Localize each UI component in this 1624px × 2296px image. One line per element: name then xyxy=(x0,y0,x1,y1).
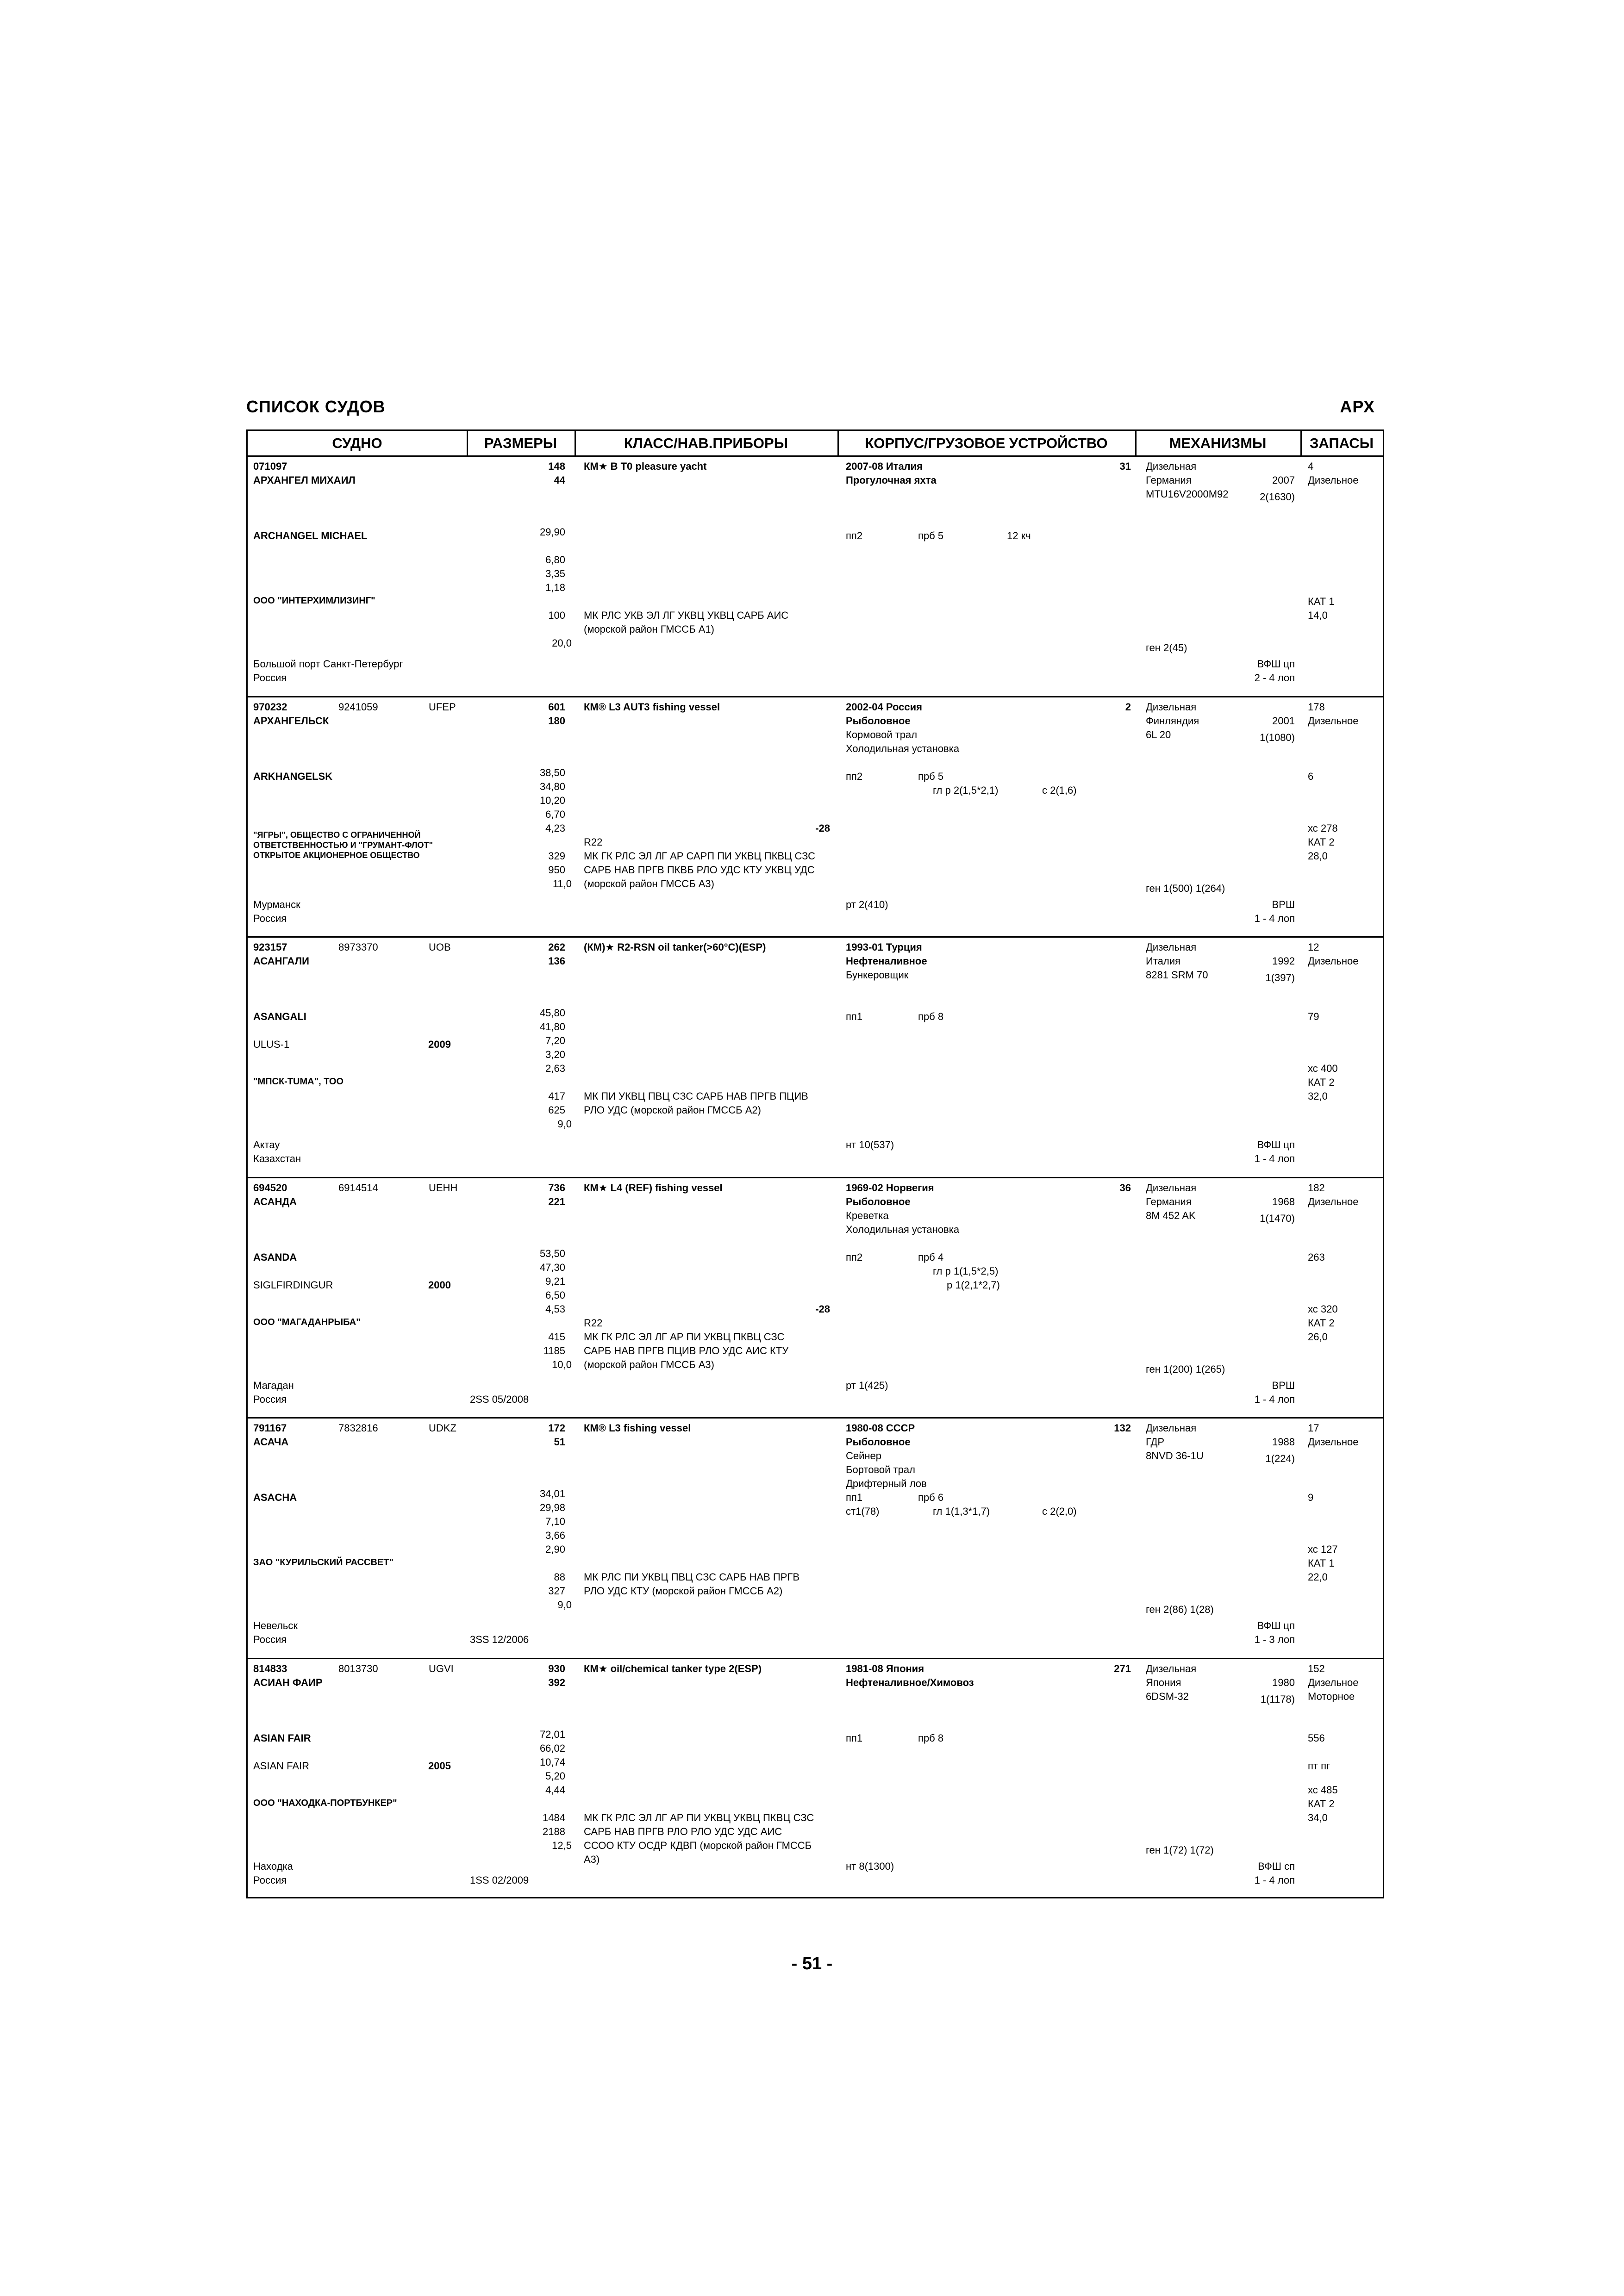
net-tonnage: 180 xyxy=(548,715,565,727)
fuel-type: Дизельное xyxy=(1308,955,1359,967)
deadweight-value: 329 xyxy=(548,850,565,862)
page-number: - 51 - xyxy=(791,1954,833,1973)
fuel-type: Дизельное xyxy=(1308,1436,1359,1448)
hull-count: 31 xyxy=(1119,460,1131,472)
column-header-class: КЛАСС/НАВ.ПРИБОРЫ xyxy=(575,431,837,457)
owner-name: ОТВЕТСТВЕННОСТЬЮ И "ГРУМАНТ-ФЛОТ" xyxy=(253,840,433,850)
net-tonnage: 44 xyxy=(554,474,565,486)
hull-count: 36 xyxy=(1119,1182,1131,1194)
stores-tanks: пт пг xyxy=(1308,1760,1330,1772)
dimension-value: 45,80 xyxy=(539,1007,565,1019)
engine-year: 2007 xyxy=(1272,474,1295,486)
call-sign: UDKZ xyxy=(429,1422,456,1434)
generators: ген 1(500) 1(264) xyxy=(1146,882,1225,894)
deadweight-value: 327 xyxy=(548,1585,565,1597)
dimension-value: 38,50 xyxy=(539,766,565,778)
port-of-registry: Невельск xyxy=(253,1620,298,1631)
build-year-country: 1981-08 Япония xyxy=(846,1662,924,1674)
engine-model: 6DSM-32 xyxy=(1146,1690,1189,1702)
port-of-registry: Магадан xyxy=(253,1379,294,1391)
dimension-value: 9,21 xyxy=(545,1275,565,1287)
stores-value: 556 xyxy=(1308,1732,1325,1744)
bulkheads: прб 5 xyxy=(918,530,944,541)
fuel-capacity: 152 xyxy=(1308,1662,1325,1674)
vessel-type: Прогулочная яхта xyxy=(846,474,937,486)
vessel-name-ru: АСАНГАЛИ xyxy=(253,955,309,967)
fuel-type: Дизельное xyxy=(1308,1195,1359,1207)
cargo-gear: нт 8(1300) xyxy=(846,1860,894,1872)
stores-value: 9 xyxy=(1308,1492,1314,1503)
build-year-country: 2007-08 Италия xyxy=(846,460,923,472)
propeller-blades: 1 - 4 лоп xyxy=(1254,1874,1295,1886)
hull-count: 271 xyxy=(1114,1662,1131,1674)
flag-country: Россия xyxy=(253,912,287,924)
deadweight-value: 88 xyxy=(554,1571,565,1583)
propeller-blades: 1 - 4 лоп xyxy=(1254,1153,1295,1164)
hatch-info: гл р 1(1,5*2,5) xyxy=(933,1265,999,1277)
class-notation: КМ★ oil/chemical tanker type 2(ESP) xyxy=(584,1662,762,1674)
gross-tonnage: 148 xyxy=(548,460,565,472)
generators: ген 1(72) 1(72) xyxy=(1146,1844,1214,1856)
propeller-blades: 2 - 4 лоп xyxy=(1254,672,1295,684)
engine-model: 6L 20 xyxy=(1146,728,1171,740)
generators: ген 2(86) 1(28) xyxy=(1146,1604,1214,1615)
nav-equipment: (морской район ГМССБ А3) xyxy=(584,1358,714,1370)
fuel-capacity: 182 xyxy=(1308,1182,1325,1194)
cargo-capacity: хс 127 xyxy=(1308,1543,1338,1555)
engine-power: 1(1178) xyxy=(1260,1693,1295,1705)
imo-number: 8973370 xyxy=(338,941,378,953)
category: КАТ 2 xyxy=(1308,1317,1335,1329)
vessel-type: Рыболовное xyxy=(846,715,911,727)
owner-name: ОТКРЫТОЕ АКЦИОНЕРНОЕ ОБЩЕСТВО xyxy=(253,850,420,860)
vessel-name-en: ASANDA xyxy=(253,1251,297,1263)
nav-equipment: САРБ НАВ ПРГВ РЛО РЛО УДС УДС АИС xyxy=(584,1825,782,1837)
vessel-subtype: Кормовой трал xyxy=(846,728,918,740)
imo-number: 7832816 xyxy=(338,1422,378,1434)
hatch-info: ст1(78) xyxy=(846,1506,880,1517)
bulkheads: прб 8 xyxy=(918,1011,944,1022)
propeller-type: ВФШ цп xyxy=(1257,1620,1295,1631)
net-tonnage: 136 xyxy=(548,955,565,967)
owner-name: ООО "МАГАДАНРЫБА" xyxy=(253,1317,361,1327)
temperature: -28 xyxy=(815,1303,830,1315)
ship-record xyxy=(248,1659,1383,1900)
cargo-capacity: хс 485 xyxy=(1308,1784,1338,1796)
vessel-subtype: Креветка xyxy=(846,1209,889,1221)
column-header-hull: КОРПУС/ГРУЗОВОЕ УСТРОЙСТВО xyxy=(837,431,1135,457)
ship-register-table xyxy=(246,429,1384,1898)
category-value: 34,0 xyxy=(1308,1811,1328,1823)
registry-number: 791167 xyxy=(253,1422,287,1434)
call-sign: UEHH xyxy=(429,1182,458,1194)
cargo-gear: рт 2(410) xyxy=(846,898,888,910)
dimension-value: 53,50 xyxy=(539,1247,565,1259)
deadweight-value: 20,0 xyxy=(552,637,572,649)
dimension-value: 7,10 xyxy=(545,1516,565,1527)
flag-country: Россия xyxy=(253,1393,287,1405)
deck-count: пп1 xyxy=(846,1011,863,1022)
deadweight-value: 2188 xyxy=(543,1825,565,1837)
stores-value: 263 xyxy=(1308,1251,1325,1263)
dimension-value: 2,63 xyxy=(545,1063,565,1074)
vessel-subtype: Холодильная установка xyxy=(846,1223,960,1235)
vessel-subtype: Холодильная установка xyxy=(846,742,960,754)
previous-name-year: 2005 xyxy=(428,1760,451,1772)
engine-power: 2(1630) xyxy=(1260,491,1295,503)
port-of-registry: Мурманск xyxy=(253,898,300,910)
ice-class: R22 xyxy=(584,1317,603,1329)
nav-equipment: САРБ НАВ ПРГВ ПЦИВ РЛО УДС АИС КТУ xyxy=(584,1344,789,1356)
registry-number: 970232 xyxy=(253,701,287,713)
dimension-value: 47,30 xyxy=(539,1261,565,1273)
propeller-blades: 1 - 4 лоп xyxy=(1254,912,1295,924)
survey-status: 3SS 12/2006 xyxy=(470,1634,529,1645)
dimension-value: 10,74 xyxy=(539,1756,565,1768)
nav-equipment: РЛО УДС (морской район ГМССБ А2) xyxy=(584,1104,761,1116)
dimension-value: 1,18 xyxy=(545,582,565,593)
nav-equipment: А3) xyxy=(584,1853,600,1865)
dimension-value: 3,35 xyxy=(545,568,565,579)
vessel-name-ru: АРХАНГЕЛЬСК xyxy=(253,715,329,727)
engine-model: 8M 452 AK xyxy=(1146,1209,1196,1221)
bulkheads: прб 6 xyxy=(918,1492,944,1503)
build-year-country: 1969-02 Норвегия xyxy=(846,1182,934,1194)
deck-count: пп1 xyxy=(846,1732,863,1744)
vessel-subtype: Сейнер xyxy=(846,1450,882,1462)
imo-number: 9241059 xyxy=(338,701,378,713)
nav-equipment: МК ГК РЛС ЭЛ ЛГ АР ПИ УКВЦ ПКВЦ СЗС xyxy=(584,1331,785,1343)
engine-model: MTU16V2000M92 xyxy=(1146,488,1229,500)
deck-count: пп1 xyxy=(846,1492,863,1503)
deck-count: пп2 xyxy=(846,530,863,541)
bulkheads: прб 8 xyxy=(918,1732,944,1744)
vessel-subtype: Дрифтерный лов xyxy=(846,1478,927,1489)
cargo-capacity: хс 278 xyxy=(1308,822,1338,834)
build-year-country: 2002-04 Россия xyxy=(846,701,922,713)
propeller-blades: 1 - 4 лоп xyxy=(1254,1393,1295,1405)
nav-equipment: МК ГК РЛС ЭЛ ЛГ АР САРП ПИ УКВЦ ПКВЦ СЗС xyxy=(584,850,816,862)
nav-equipment: ССОО КТУ ОСДР КДВП (морской район ГМССБ xyxy=(584,1839,812,1851)
vessel-name-en: ARCHANGEL MICHAEL xyxy=(253,530,368,541)
propeller-type: ВРШ xyxy=(1272,1379,1295,1391)
dimension-value: 2,90 xyxy=(545,1543,565,1555)
temperature: -28 xyxy=(815,822,830,834)
dimension-value: 66,02 xyxy=(539,1742,565,1754)
net-tonnage: 51 xyxy=(554,1436,565,1448)
category: КАТ 2 xyxy=(1308,1076,1335,1088)
dimension-value: 5,20 xyxy=(545,1770,565,1782)
region-code: АРХ xyxy=(1340,397,1375,416)
registry-number: 923157 xyxy=(253,941,287,953)
dimension-value: 7,20 xyxy=(545,1035,565,1046)
net-tonnage: 221 xyxy=(548,1195,565,1207)
dimension-value: 34,80 xyxy=(539,780,565,792)
gross-tonnage: 172 xyxy=(548,1422,565,1434)
nav-equipment: МК РЛС УКВ ЭЛ ЛГ УКВЦ УКВЦ САРБ АИС xyxy=(584,610,789,621)
ship-record xyxy=(248,1419,1383,1659)
category-value: 32,0 xyxy=(1308,1090,1328,1102)
column-header-stores: ЗАПАСЫ xyxy=(1300,431,1383,457)
engine-year: 1988 xyxy=(1272,1436,1295,1448)
nav-equipment: МК РЛС ПИ УКВЦ ПВЦ СЗС САРБ НАВ ПРГВ xyxy=(584,1571,800,1583)
propeller-blades: 1 - 3 лоп xyxy=(1254,1634,1295,1645)
owner-name: "ЯГРЫ", ОБЩЕСТВО С ОГРАНИЧЕННОЙ xyxy=(253,830,421,840)
engine-year: 1968 xyxy=(1272,1195,1295,1207)
vessel-name-en: ASACHA xyxy=(253,1492,297,1503)
ship-record xyxy=(248,697,1383,938)
fuel-capacity: 178 xyxy=(1308,701,1325,713)
hatch-info: с 2(2,0) xyxy=(1042,1506,1077,1517)
fuel-type: Дизельное xyxy=(1308,715,1359,727)
registry-number: 071097 xyxy=(253,460,287,472)
engine-type: Дизельная xyxy=(1146,460,1197,472)
class-notation: (КМ)★ R2-RSN oil tanker(>60°C)(ESP) xyxy=(584,941,766,953)
owner-name: ООО "НАХОДКА-ПОРТБУНКЕР" xyxy=(253,1798,397,1808)
engine-year: 2001 xyxy=(1272,715,1295,727)
owner-name: ООО "ИНТЕРХИМЛИЗИНГ" xyxy=(253,596,375,606)
owner-name: ЗАО "КУРИЛЬСКИЙ РАССВЕТ" xyxy=(253,1557,394,1568)
nav-equipment: (морской район ГМССБ А3) xyxy=(584,877,714,890)
vessel-type: Нефтеналивное/Химовоз xyxy=(846,1676,974,1688)
cargo-gear: рт 1(425) xyxy=(846,1379,888,1391)
fuel-capacity: 4 xyxy=(1308,460,1314,472)
deadweight-value: 12,5 xyxy=(552,1839,572,1851)
flag-country: Россия xyxy=(253,1874,287,1886)
nav-equipment: САРБ НАВ ПРГВ ПКВБ РЛО УДС КТУ УКВЦ УДС xyxy=(584,864,815,876)
stores-value: 79 xyxy=(1308,1011,1319,1022)
hatch-info: гл р 2(1,5*2,1) xyxy=(933,784,999,796)
cargo-capacity: хс 400 xyxy=(1308,1063,1338,1074)
propeller-type: ВФШ цп xyxy=(1257,1139,1295,1151)
vessel-subtype: Бункеровщик xyxy=(846,969,909,981)
hatch-info: с 2(1,6) xyxy=(1042,784,1077,796)
dimension-value: 3,66 xyxy=(545,1530,565,1541)
ice-class: R22 xyxy=(584,836,603,848)
deadweight-value: 11,0 xyxy=(552,877,572,890)
previous-name-year: 2009 xyxy=(428,1039,451,1050)
dimension-value: 6,70 xyxy=(545,808,565,820)
class-notation: КМ★ В Т0 pleasure yacht xyxy=(584,460,707,472)
vessel-name-ru: АСАЧА xyxy=(253,1436,289,1448)
gross-tonnage: 736 xyxy=(548,1182,565,1194)
fuel-type: Дизельное xyxy=(1308,474,1359,486)
ship-record xyxy=(248,938,1383,1178)
survey-status: 2SS 05/2008 xyxy=(470,1393,529,1405)
generators: ген 1(200) 1(265) xyxy=(1146,1363,1225,1375)
vessel-name-ru: АСАНДА xyxy=(253,1195,297,1207)
previous-name: SIGLFIRDINGUR xyxy=(253,1279,333,1291)
dimension-value: 29,90 xyxy=(539,526,565,538)
dimension-value: 6,80 xyxy=(545,554,565,566)
class-notation: КМ★ L4 (REF) fishing vessel xyxy=(584,1182,723,1194)
deadweight-value: 100 xyxy=(548,610,565,621)
dimension-value: 4,44 xyxy=(545,1784,565,1796)
build-year-country: 1980-08 СССР xyxy=(846,1422,915,1434)
deadweight-value: 1484 xyxy=(543,1811,565,1823)
flag-country: Россия xyxy=(253,672,287,684)
vessel-type: Рыболовное xyxy=(846,1195,911,1207)
column-header-machinery: МЕХАНИЗМЫ xyxy=(1135,431,1300,457)
call-sign: UFEP xyxy=(429,701,456,713)
engine-country: Финляндия xyxy=(1146,715,1199,727)
category-value: 22,0 xyxy=(1308,1571,1328,1583)
vessel-name-en: ASIAN FAIR xyxy=(253,1732,311,1744)
nav-equipment: МК ГК РЛС ЭЛ ЛГ АР ПИ УКВЦ УКВЦ ПКВЦ СЗС xyxy=(584,1811,814,1823)
engine-country: Германия xyxy=(1146,474,1192,486)
engine-type: Дизельная xyxy=(1146,1422,1197,1434)
vessel-subtype: Бортовой трал xyxy=(846,1464,915,1475)
deck-count: пп2 xyxy=(846,770,863,782)
deadweight-value: 9,0 xyxy=(557,1599,572,1611)
bulkheads: прб 5 xyxy=(918,770,944,782)
deadweight-value: 625 xyxy=(548,1104,565,1116)
gross-tonnage: 262 xyxy=(548,941,565,953)
engine-type: Дизельная xyxy=(1146,1662,1197,1674)
engine-power: 1(1080) xyxy=(1260,731,1295,743)
class-notation: КМ® L3 fishing vessel xyxy=(584,1422,691,1434)
engine-country: Италия xyxy=(1146,955,1181,967)
flag-country: Россия xyxy=(253,1634,287,1645)
hull-count: 132 xyxy=(1114,1422,1131,1434)
deadweight-value: 415 xyxy=(548,1331,565,1343)
fuel-type: Дизельное xyxy=(1308,1676,1359,1688)
owner-name: "МПСК-TUMA", ТОО xyxy=(253,1076,344,1087)
previous-name: ASIAN FAIR xyxy=(253,1760,310,1772)
vessel-name-ru: АСИАН ФАИР xyxy=(253,1676,323,1688)
vessel-type: Рыболовное xyxy=(846,1436,911,1448)
dimension-value: 4,23 xyxy=(545,822,565,834)
category-value: 14,0 xyxy=(1308,610,1328,621)
engine-type: Дизельная xyxy=(1146,1182,1197,1194)
engine-power: 1(224) xyxy=(1265,1453,1295,1464)
dimension-value: 6,50 xyxy=(545,1289,565,1301)
column-header-dimensions: РАЗМЕРЫ xyxy=(467,431,575,457)
generators: ген 2(45) xyxy=(1146,642,1187,653)
nav-equipment: (морской район ГМССБ А1) xyxy=(584,623,714,635)
engine-type: Дизельная xyxy=(1146,701,1197,713)
hatch-info: р 1(2,1*2,7) xyxy=(947,1279,1000,1291)
survey-status: 1SS 02/2009 xyxy=(470,1874,529,1886)
category-value: 26,0 xyxy=(1308,1331,1328,1343)
fuel-type-2: Моторное xyxy=(1308,1690,1355,1702)
category: КАТ 1 xyxy=(1308,1557,1335,1569)
engine-country: ГДР xyxy=(1146,1436,1165,1448)
net-tonnage: 392 xyxy=(548,1676,565,1688)
nav-equipment: МК ПИ УКВЦ ПВЦ СЗС САРБ НАВ ПРГВ ПЦИВ xyxy=(584,1090,808,1102)
gross-tonnage: 930 xyxy=(548,1662,565,1674)
dimension-value: 72,01 xyxy=(539,1728,565,1740)
deadweight-value: 417 xyxy=(548,1090,565,1102)
cargo-gear: нт 10(537) xyxy=(846,1139,894,1151)
stores-value: 6 xyxy=(1308,770,1314,782)
registry-number: 694520 xyxy=(253,1182,287,1194)
vessel-name-en: ASANGALI xyxy=(253,1011,306,1022)
category-value: 28,0 xyxy=(1308,850,1328,862)
engine-power: 1(397) xyxy=(1265,972,1295,983)
engine-year: 1980 xyxy=(1272,1676,1295,1688)
engine-year: 1992 xyxy=(1272,955,1295,967)
category: КАТ 1 xyxy=(1308,596,1335,607)
vessel-name-ru: АРХАНГЕЛ МИХАИЛ xyxy=(253,474,356,486)
dimension-value: 34,01 xyxy=(539,1488,565,1500)
propeller-type: ВФШ сп xyxy=(1258,1860,1295,1872)
engine-model: 8NVD 36-1U xyxy=(1146,1450,1204,1462)
dimension-value: 41,80 xyxy=(539,1021,565,1033)
propeller-type: ВФШ цп xyxy=(1257,658,1295,670)
dimension-value: 4,53 xyxy=(545,1303,565,1315)
dimension-value: 10,20 xyxy=(539,794,565,806)
deadweight-value: 10,0 xyxy=(552,1358,572,1370)
vessel-type: Нефтеналивное xyxy=(846,955,927,967)
category: КАТ 2 xyxy=(1308,1798,1335,1810)
port-of-registry: Актау xyxy=(253,1139,280,1151)
hull-count: 2 xyxy=(1125,701,1131,713)
column-header-vessel: СУДНО xyxy=(248,431,467,457)
dimension-value: 29,98 xyxy=(539,1502,565,1513)
ship-record xyxy=(248,1178,1383,1419)
gross-tonnage: 601 xyxy=(548,701,565,713)
port-of-registry: Большой порт Санкт-Петербург xyxy=(253,658,403,670)
previous-name: ULUS-1 xyxy=(253,1039,290,1050)
imo-number: 6914514 xyxy=(338,1182,378,1194)
deadweight-value: 950 xyxy=(548,864,565,876)
hatch-info: гл 1(1,3*1,7) xyxy=(933,1506,990,1517)
category: КАТ 2 xyxy=(1308,836,1335,848)
bulkheads: прб 4 xyxy=(918,1251,944,1263)
call-sign: UGVI xyxy=(429,1662,454,1674)
deck-count: пп2 xyxy=(846,1251,863,1263)
propeller-type: ВРШ xyxy=(1272,898,1295,910)
vessel-name-en: ARKHANGELSK xyxy=(253,770,333,782)
registry-number: 814833 xyxy=(253,1662,287,1674)
fuel-capacity: 17 xyxy=(1308,1422,1319,1434)
previous-name-year: 2000 xyxy=(428,1279,451,1291)
engine-type: Дизельная xyxy=(1146,941,1197,953)
ship-record xyxy=(248,457,1383,697)
engine-power: 1(1470) xyxy=(1260,1212,1295,1224)
engine-model: 8281 SRM 70 xyxy=(1146,969,1208,981)
fuel-capacity: 12 xyxy=(1308,941,1319,953)
call-sign: UOB xyxy=(429,941,451,953)
dimension-value: 3,20 xyxy=(545,1049,565,1060)
flag-country: Казахстан xyxy=(253,1153,301,1164)
build-year-country: 1993-01 Турция xyxy=(846,941,922,953)
hull-extra: 12 кч xyxy=(1007,530,1031,541)
engine-country: Япония xyxy=(1146,1676,1181,1688)
imo-number: 8013730 xyxy=(338,1662,378,1674)
nav-equipment: РЛО УДС КТУ (морской район ГМССБ А2) xyxy=(584,1585,783,1597)
engine-country: Германия xyxy=(1146,1195,1192,1207)
port-of-registry: Находка xyxy=(253,1860,293,1872)
page-title: СПИСОК СУДОВ xyxy=(246,397,386,416)
deadweight-value: 9,0 xyxy=(557,1118,572,1130)
class-notation: КМ® L3 AUT3 fishing vessel xyxy=(584,701,720,713)
deadweight-value: 1185 xyxy=(543,1344,565,1356)
cargo-capacity: хс 320 xyxy=(1308,1303,1338,1315)
